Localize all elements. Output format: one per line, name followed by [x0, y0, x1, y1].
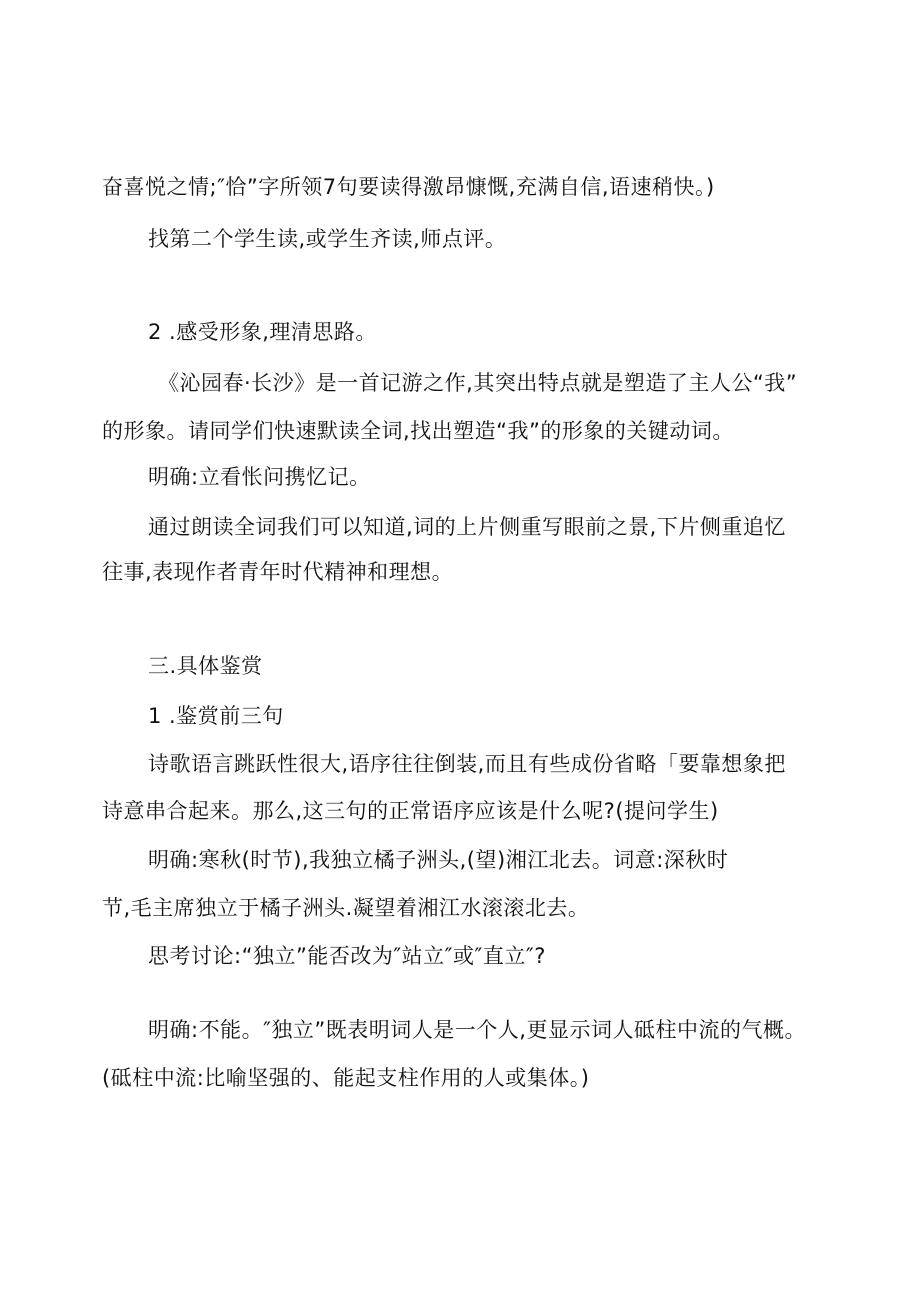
- text-line: 通过朗读全词我们可以知道,词的上片侧重写眼前之景,下片侧重追忆: [148, 515, 786, 539]
- text-line: 往事,表现作者青年时代精神和理想。: [102, 560, 454, 584]
- text-line: 奋喜悦之情;″恰”字所领7句要读得激昂慷慨,充满自信,语速稍快。): [102, 175, 715, 199]
- text-line: 的形象。请同学们快速默读全词,找出塑造“我”的形象的关键动词。: [102, 419, 734, 443]
- text-line: 节,毛主席独立于橘子洲头.凝望着湘江水滚滚北去。: [102, 896, 590, 920]
- text-line: 诗歌语言跳跃性很大,语序往往倒装,而且有些成份省略「要靠想象把: [148, 752, 786, 776]
- section-heading: 2 .感受形象,理清思路。: [148, 320, 377, 344]
- text-line: 诗意串合起来。那么,这三句的正常语序应该是什么呢?(提问学生): [102, 799, 719, 823]
- text-line: 明确:寒秋(时节),我独立橘子洲头,(望)湘江北去。词意:深秋时: [148, 848, 729, 872]
- text-line: (砥柱中流:比喻坚强的、能起支柱作用的人或集体。): [102, 1066, 590, 1090]
- text-line: 明确:不能。″独立”既表明词人是一个人,更显示词人砥柱中流的气概。: [148, 1018, 806, 1042]
- text-line: 《沁园春·长沙》是一首记游之作,其突出特点就是塑造了主人公“我”: [158, 371, 798, 395]
- text-line: 找第二个学生读,或学生齐读,师点评。: [148, 227, 507, 251]
- section-heading: 1 .鉴赏前三句: [148, 704, 284, 728]
- text-line: 明确:立看怅问携忆记。: [148, 465, 371, 489]
- section-heading: 三.具体鉴赏: [148, 654, 263, 678]
- text-line: 思考讨论:“独立”能否改为″站立″或″直立″?: [148, 944, 546, 968]
